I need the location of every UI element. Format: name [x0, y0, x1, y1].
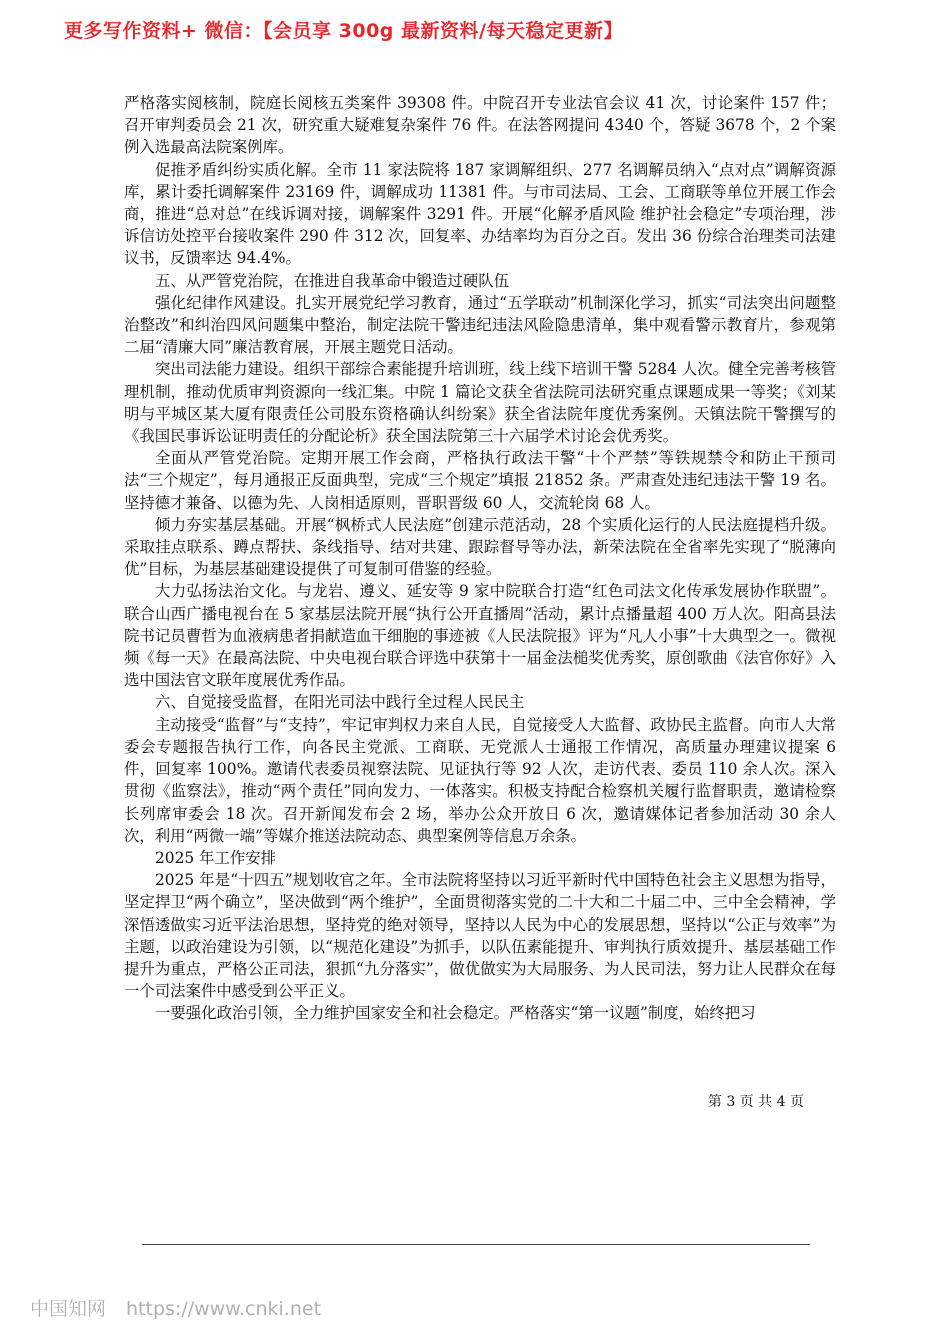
paragraph-5: 全面从严管党治院。定期开展工作会商，严格执行政法干警“十个严禁”等铁规禁令和防止干预司法“三个规定”，每月通报正反面典型，完成“三个规定”填报 21852 条。严肃查处违纪违法干警 19 名。坚持德才兼备、以德为先、人岗相适原则，晋职晋级 60 人，交流轮岗 68 人。 [124, 449, 836, 512]
paragraph-10: 一要强化政治引领，全力维护国家安全和社会稳定。严格落实“第一议题”制度，始终把习 [155, 1004, 756, 1023]
footer-divider [142, 1244, 810, 1245]
promo-banner: 更多写作资料+ 微信：【会员享 300g 最新资料/每天稳定更新】 [64, 20, 623, 42]
document-body [124, 92, 836, 1025]
paragraph-4: 突出司法能力建设。组织干部综合素能提升培训班，线上线下培训干警 5284 人次。健全完善考核管理机制，推动优质审判资源向一线汇集。中院 1 篇论文获全省法院司法研究重点课题成果一等奖；《刘某明与平城区某大厦有限责任公司股东资格确认纠纷案》获全省法院年度优秀案例。天镇法院干警撰写的《我国民事诉讼证明责任的分配论析》获全国法院第三十六届学术讨论会优秀奖。 [124, 360, 836, 446]
paragraph-9: 2025 年是“十四五”规划收官之年。全市法院将坚持以习近平新时代中国特色社会主义思想为指导，坚定捍卫“两个确立”，坚决做到“两个维护”，全面贯彻落实党的二十大和二十届二中、三中全会精神，学深悟透做实习近平法治思想，坚持党的绝对领导，坚持以人民为中心的发展思想，坚持以“公正与效率”为主题，以政治建设为引领，以“规范化建设”为抓手，以队伍素能提升、审判执行质效提升、基层基础工作提升为重点，严格公正司法，狠抓“九分落实”，做优做实为大局服务、为人民司法，努力让人民群众在每一个司法案件中感受到公平正义。 [124, 871, 836, 1001]
paragraph-1: 严格落实阅核制，院庭长阅核五类案件 39308 件。中院召开专业法官会议 41 次，讨论案件 157 件；召开审判委员会 21 次，研究重大疑难复杂案件 76 件。在法答网提问 4340 个，答疑 3678 个，2 个案例入选最高法院案例库。 [124, 94, 836, 157]
cnki-watermark [30, 1294, 321, 1321]
watermark-brand: 中国知网 [30, 1298, 107, 1320]
paragraph-3: 强化纪律作风建设。扎实开展党纪学习教育，通过“五学联动”机制深化学习，抓实“司法突出问题整治整改”和纠治四风问题集中整治，制定法院干警违纪违法风险隐患清单，集中观看警示教育片，参观第二届“清廉大同”廉洁教育展，开展主题党日活动。 [124, 293, 836, 357]
paragraph-8: 主动接受“监督”与“支持”，牢记审判权力来自人民，自觉接受人大监督、政协民主监督。向市人大常委会专题报告执行工作，向各民主党派、工商联、无党派人士通报工作情况，高质量办理建议提案 6 件，回复率 100%。邀请代表委员视察法院、见证执行等 92 人次，走访代表、委员 110 余人次。深入贯彻《监察法》，推动“两个责任”同向发力、一体落实。积极支持配合检察机关履行监督职责，邀请检察长列席审委会 18 次。召开新闻发布会 2 场，举办公众开放日 6 次，邀请媒体记者参加活动 30 余人次，利用“两微一端”等媒介推送法院动态、典型案例等信息万余条。 [124, 715, 836, 845]
paragraph-6: 倾力夯实基层基础。开展“枫桥式人民法庭”创建示范活动，28 个实质化运行的人民法庭提档升级。采取挂点联系、蹲点帮扶、条线指导、结对共建、跟踪督导等办法，新荣法院在全省率先实现了“脱薄向优”目标，为基层基础建设提供了可复制可借鉴的经验。 [124, 515, 836, 579]
section-heading-2025: 2025 年工作安排 [155, 848, 277, 867]
paragraph-2: 促推矛盾纠纷实质化解。全市 11 家法院将 187 家调解组织、277 名调解员纳入“点对点”调解资源库，累计委托调解案件 23169 件，调解成功 11381 件。与市司法局、工会、工商联等单位开展工作会商，推进“总对总”在线诉调对接，调解案件 3291 件。开展“化解矛盾风险 维护社会稳定”专项治理，涉诉信访处控平台接收案件 290 件 312 次，回复率、办结率均为百分之百。发出 36 份综合治理类司法建议书，反馈率达 94.4%。 [124, 160, 836, 268]
section-heading-5: 五、从严管党治院，在推进自我革命中锻造过硬队伍 [155, 271, 509, 290]
paragraph-7: 大力弘扬法治文化。与龙岩、遵义、延安等 9 家中院联合打造“红色司法文化传承发展协作联盟”。联合山西广播电视台在 5 家基层法院开展“执行公开直播周”活动，累计点播量超 400 万人次。阳高县法院书记员曹哲为血液病患者捐献造血干细胞的事迹被《人民法院报》评为“凡人小事”十大典型之一。微视频《每一天》在最高法院、中央电视台联合评选中获第十一届金法槌奖优秀奖，原创歌曲《法官你好》入选中国法官文联年度展优秀作品。 [124, 582, 836, 690]
watermark-url: https://www.cnki.net [126, 1298, 322, 1320]
page-number: 第 3 页 共 4 页 [707, 1094, 804, 1110]
section-heading-6: 六、自觉接受监督，在阳光司法中践行全过程人民民主 [155, 693, 525, 712]
